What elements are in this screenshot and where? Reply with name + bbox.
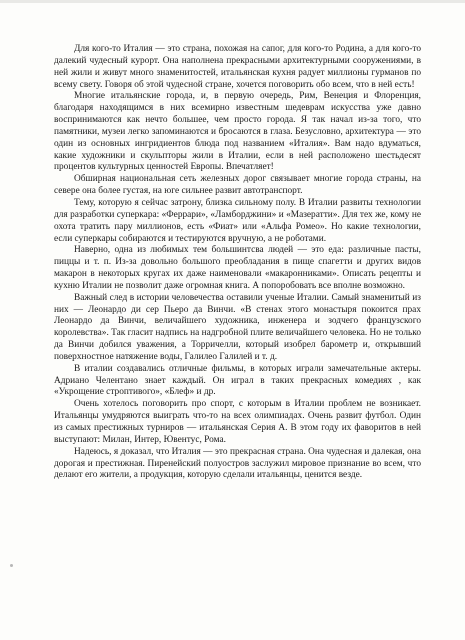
paragraph-sport: Очень хотелось поговорить про спорт, с которым в Италии проблем не возникает. Итальянцы умудряются выиграть что-то на всех олимпиадах. Очень развит футбол. Один из самых престижных турниров — итальянская Серия А. В этом году их фаворитов в ней выступают: Милан, Интер, Ювентус, Рома. — [54, 399, 421, 445]
paragraph-intro: Для кого-то Италия — это страна, похожая на сапог, для кого-то Родина, а для кого-то далекий чудесный курорт. Она наполнена прекрасными архитектурными сооружениями, в ней жили и живут много знаменитостей, итальянская кухня радует миллионы гурманов по всему свету. Говоря об этой чудесной стране, хочется поговорить обо всем, что в ней есть! — [54, 44, 421, 90]
paragraph-films: В италии создавались отличные фильмы, в которых играли замечательные актеры. Адриано Челентано знает каждый. Он играл в таких прекрасных комедиях , как «Укрощение строптивого», «Блеф» и др. — [54, 363, 421, 398]
paragraph-conclusion: Надеюсь, я доказал, что Италия — это прекрасная страна. Она чудесная и далекая, она дорогая и престижная. Пиренейский полуостров заслужил мировое признание во всем, что делают его жители, а продукция, которую сделали итальянцы, ценится везде. — [54, 446, 421, 481]
paragraph-scientists: Важный след в истории человечества оставили ученые Италии. Самый знаменитый из них — Леонардо ди сер Пьеро да Винчи. «В стенах этого монастыря покоится прах Леонардо да Винчи, величайшего художника, инженера и зодчего французского королевства». Так гласит надпись на надгробной плите величайшего человека. Но не только да Винчи добился уважения, а Торричелли, который изобрел барометр и, открывший поверхностное натяжение воды, Галилео Галилей и т. д. — [54, 292, 421, 362]
paragraph-railways: Обширная национальная сеть железных дорог связывает многие города страны, на севере она более густая, на юге сильнее развит автотранспорт. — [54, 174, 421, 197]
paragraph-cities: Многие итальянские города, и, в первую очередь, Рим, Венеция и Флоренция, благодаря находящимся в них всемирно известным шедеврам искусства уже давно воспринимаются как нечто большее, чем просто города. Я так начал из-за того, что памятники, музеи легко запоминаются и бросаются в глаза. Безусловно, архитектура — это один из основных ингридиентов блюда под названием «Италия». Вам надо вдуматься, какие художники и скульпторы жили в Италии, если в ней расположено шестьдесят процентов культурных ценностей Европы. Впечатляет! — [54, 91, 421, 173]
margin-dot — [10, 564, 13, 567]
paragraph-food: Наверно, одна из любимых тем большинтсва людей — это еда: различные пасты, пиццы и т. п. Из-за довольно большого преобладания в пище спагетти и других видов макарон в некоторых кругах их даже наименовали «макаронниками». Описать рецепты и кухню Италии не позволит даже огромная книга. А попоробовать все вполне возможно. — [54, 245, 421, 291]
page-top-edge — [0, 0, 465, 3]
paragraph-supercars: Тему, которую я сейчас затрону, близка сильному полу. В Италии развиты технологии для разработки суперкара: «Феррари», «Ламборджини» и «Мазератти». Для тех же, кому не охота тратить пару миллионов, есть «Фиат» или «Альфа Ромео». Но какие технологии, если суперкары собираются и тестируются вручную, а не роботами. — [54, 197, 421, 244]
